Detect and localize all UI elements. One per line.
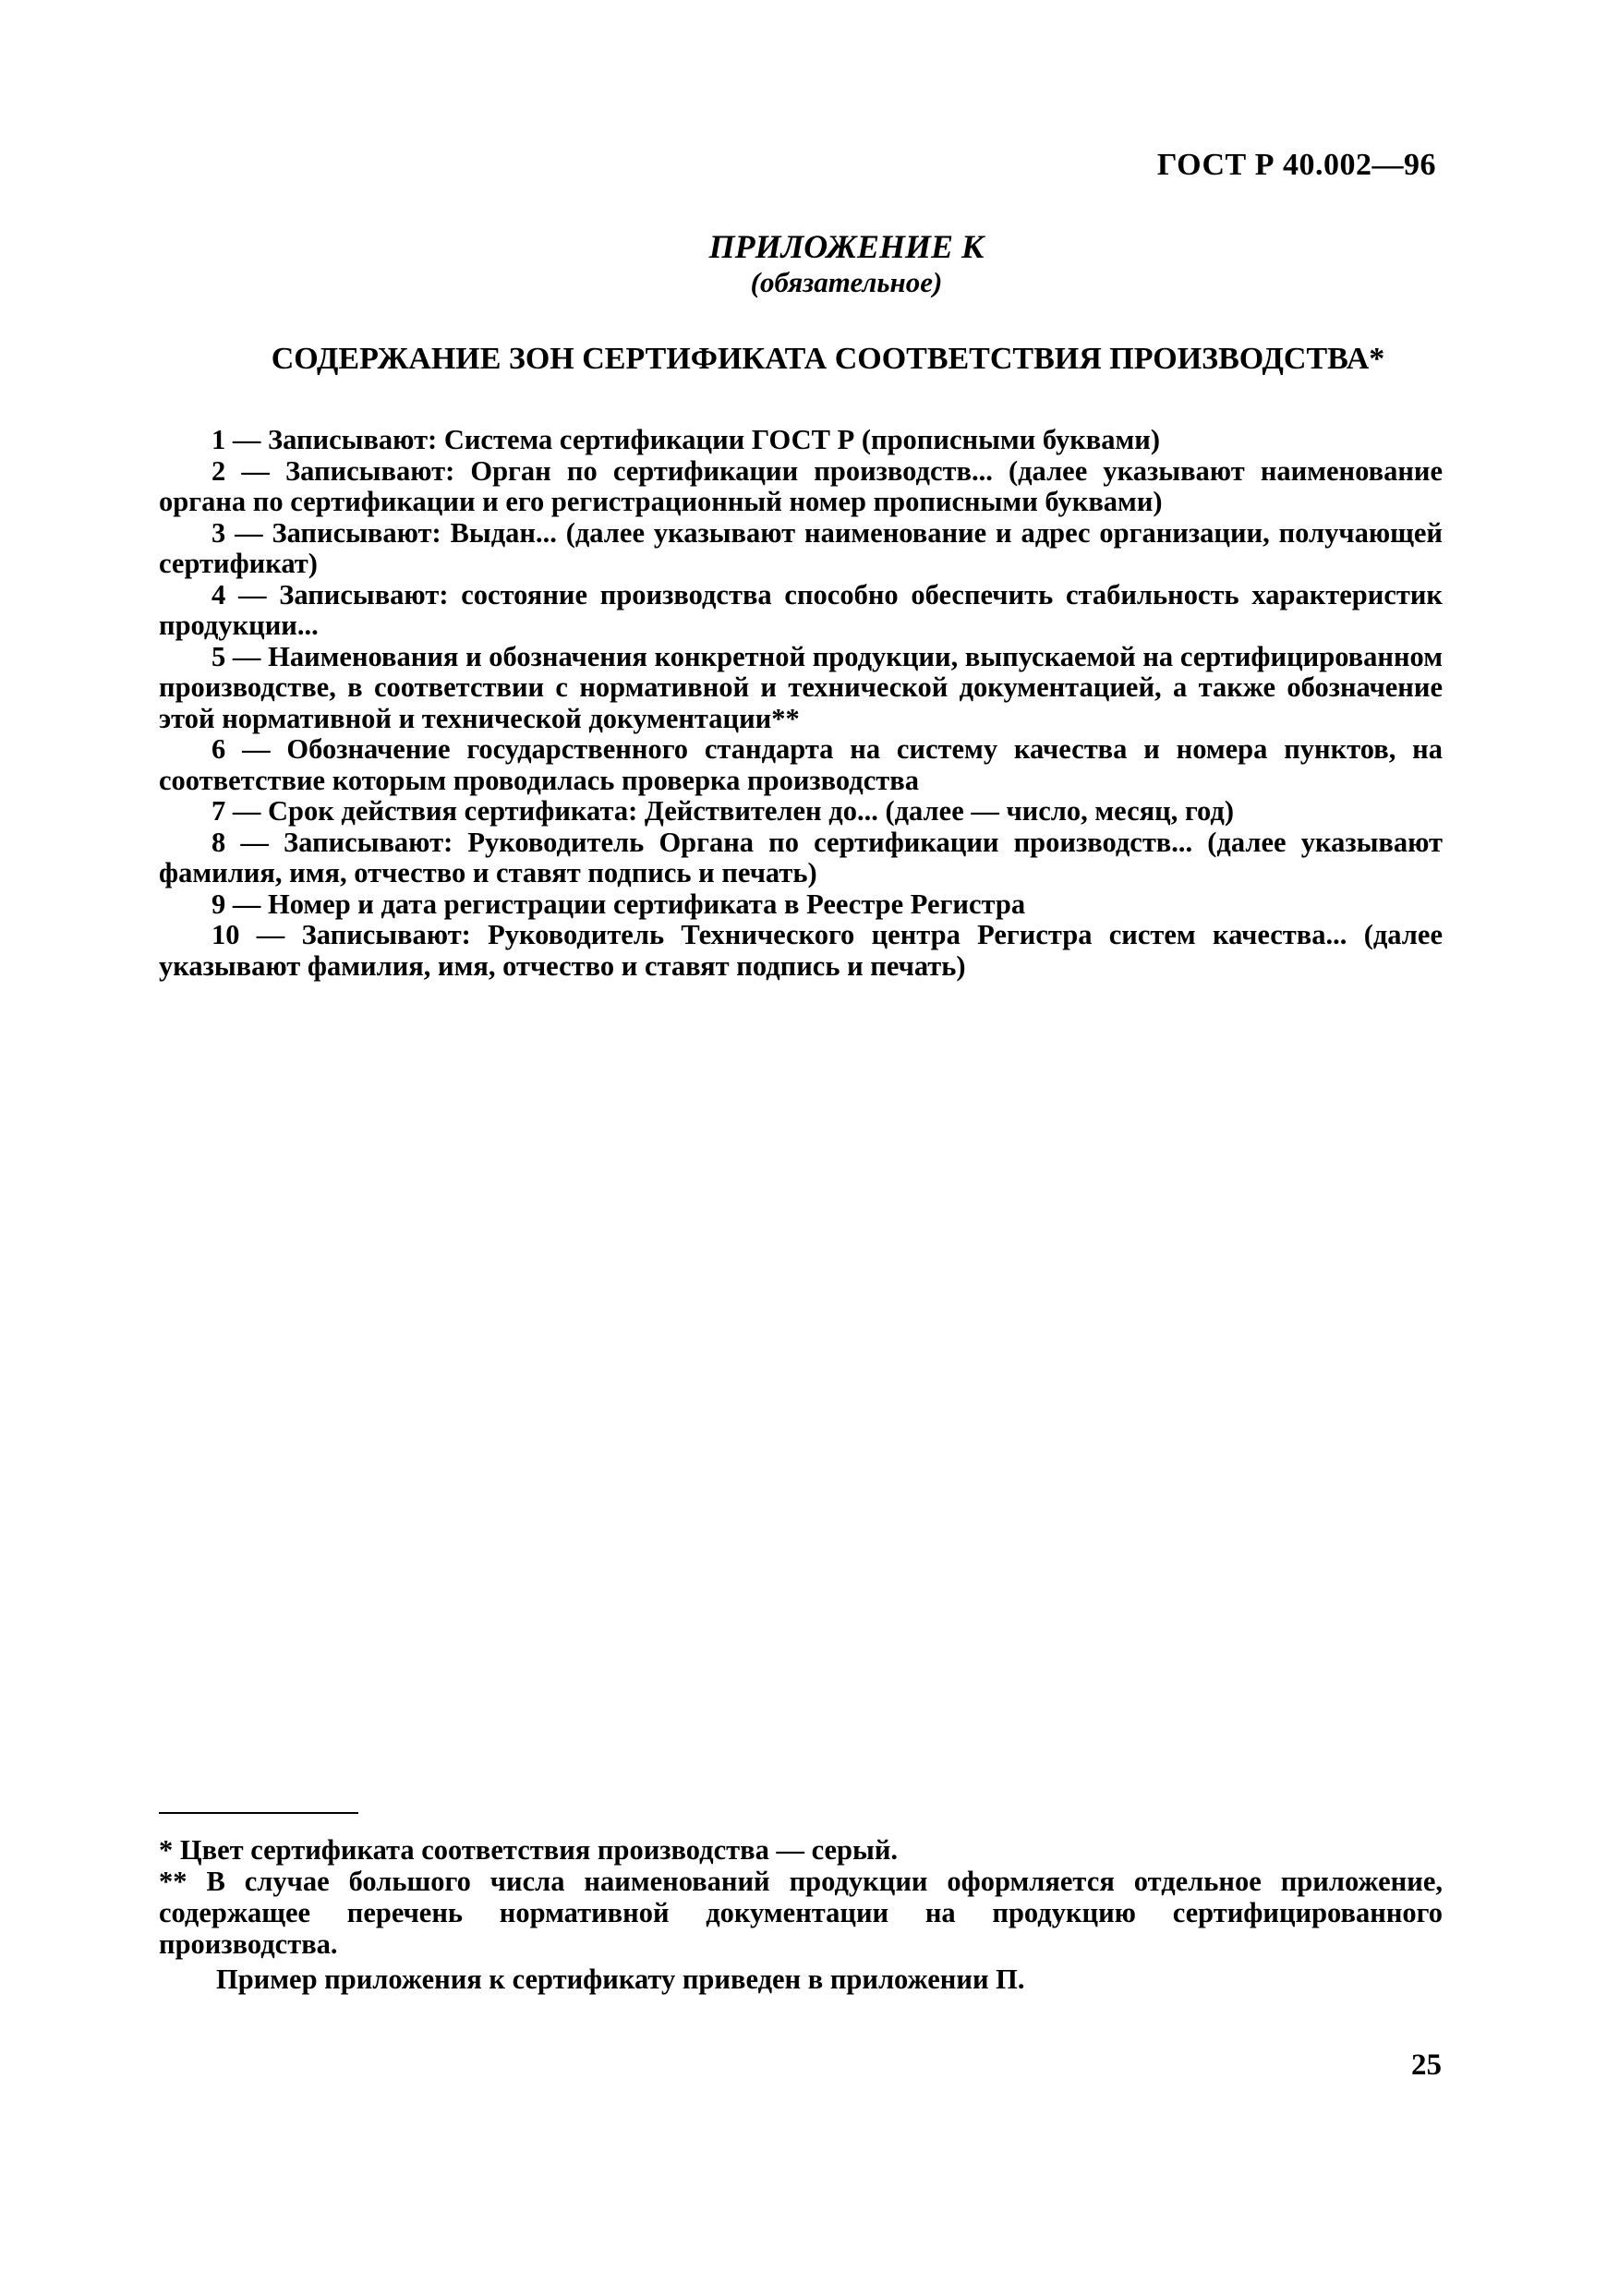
footnote-divider bbox=[159, 1812, 358, 1814]
annex-status: (обязательное) bbox=[750, 266, 943, 298]
page-number: 25 bbox=[1411, 2048, 1442, 2082]
zone-item-8: 8 — Записывают: Руководитель Органа по сертификации производств... (далее указывают фамилия, имя, отчество и ставят подпись и печать) bbox=[159, 826, 1443, 888]
zone-items-list bbox=[159, 425, 1443, 982]
zone-item-5: 5 — Наименования и обозначения конкретной продукции, выпускаемой на сертифицированном производстве, в соответствии с нормативной и технической документацией, а также обозначение этой нормативной и технической документации** bbox=[159, 640, 1443, 734]
annex-title: ПРИЛОЖЕНИЕ К bbox=[708, 228, 985, 265]
zone-item-10: 10 — Записывают: Руководитель Технического центра Регистра систем качества... (далее указывают фамилия, имя, отчество и ставят подпись и печать) bbox=[159, 919, 1443, 982]
footnote-example: Пример приложения к сертификату приведен в приложении П. bbox=[216, 1964, 1025, 1995]
zone-item-2: 2 — Записывают: Орган по сертификации производств... (далее указывают наименование органа по сертификации и его регистрационный номер прописными буквами) bbox=[159, 454, 1443, 517]
footnote-1: * Цвет сертификата соответствия производства — серый. bbox=[159, 1834, 899, 1866]
zone-item-1: 1 — Записывают: Система сертификации ГОСТ Р (прописными буквами) bbox=[211, 424, 1160, 455]
zone-item-6: 6 — Обозначение государственного стандарта на систему качества и номера пунктов, на соответствие которым проводилась проверка производства bbox=[159, 733, 1443, 796]
zone-item-7: 7 — Срок действия сертификата: Действителен до... (далее — число, месяц, год) bbox=[211, 795, 1234, 827]
document-code: ГОСТ Р 40.002—96 bbox=[1156, 148, 1436, 182]
main-heading: СОДЕРЖАНИЕ ЗОН СЕРТИФИКАТА СООТВЕТСТВИЯ ПРОИЗВОДСТВА* bbox=[271, 342, 1385, 376]
zone-item-4: 4 — Записывают: состояние производства способно обеспечить стабильность характеристик продукции... bbox=[159, 578, 1443, 641]
zone-item-3: 3 — Записывают: Выдан... (далее указывают наименование и адрес организации, получающей сертификат) bbox=[159, 516, 1443, 579]
footnote-2: ** В случае большого числа наименований продукции оформляется отдельное приложение, содержащее перечень нормативной документации на продукцию сертифицированного производства. bbox=[159, 1866, 1443, 1960]
footnotes bbox=[159, 1834, 1443, 1995]
zone-item-9: 9 — Номер и дата регистрации сертификата в Реестре Регистра bbox=[211, 888, 1026, 920]
